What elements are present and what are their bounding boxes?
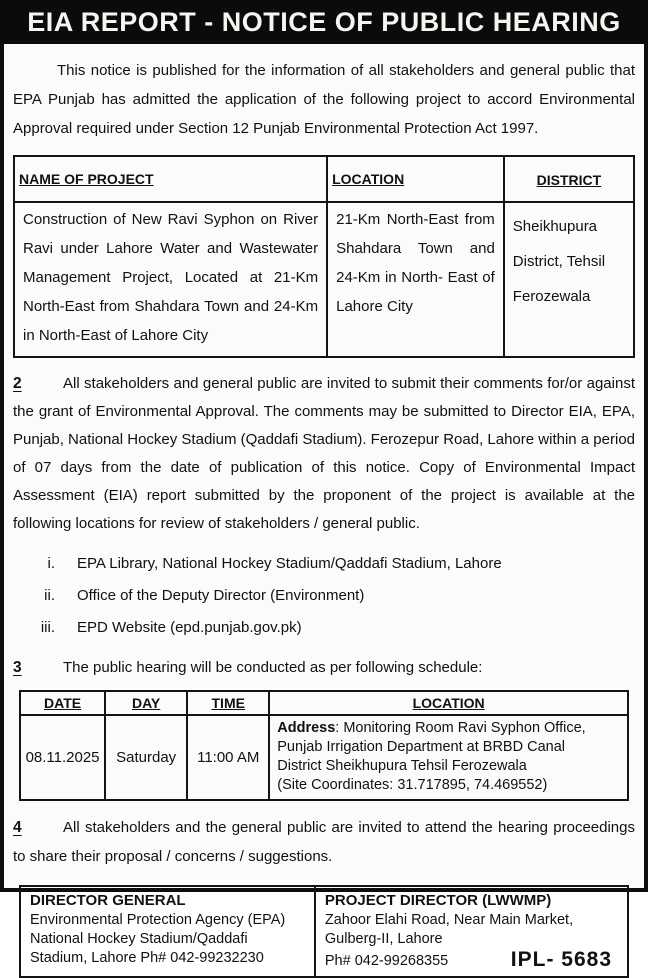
section-3-number-text: 3	[13, 659, 22, 676]
project-name-cell: Construction of New Ravi Syphon on River Ravi under Lahore Water and Wastewater Management Project, Located at 21-Km North-East from Shahdara Town and 24-Km in North-East of Lahore City	[14, 202, 327, 357]
section-3-text: The public hearing will be conducted as per following schedule:	[63, 659, 483, 676]
project-director-title: PROJECT DIRECTOR (LWWMP)	[324, 892, 552, 909]
list-item-text: EPD Website (epd.punjab.gov.pk)	[77, 619, 302, 636]
project-table-header-row	[14, 156, 634, 202]
director-general-details: Environmental Protection Agency (EPA) National Hockey Stadium/Qaddafi Stadium, Lahore Ph# 042-99232230	[30, 912, 286, 966]
schedule-header-time: TIME	[187, 691, 269, 715]
list-item-marker: iii.	[40, 619, 55, 636]
ipl-number: IPL- 5683	[510, 948, 612, 971]
project-director-cell	[315, 886, 628, 977]
project-table-header-location: LOCATION	[327, 156, 504, 202]
project-location-cell: 21-Km North-East from Shahdara Town and 24-Km in North- East of Lahore City	[327, 202, 504, 357]
section-4-text: All stakeholders and the general public are invited to attend the hearing proceedings to share their proposal / concerns / suggestions.	[13, 819, 635, 865]
schedule-header-day: DAY	[105, 691, 187, 715]
project-district-cell: Sheikhupura District, Tehsil Ferozewala	[504, 202, 634, 357]
address-text: : Monitoring Room Ravi Syphon Office, Punjab Irrigation Department at BRBD Canal	[277, 720, 586, 755]
schedule-date-cell: 08.11.2025	[20, 715, 105, 800]
project-table	[13, 155, 635, 358]
list-item-marker: ii.	[44, 587, 55, 604]
section-2-number	[13, 370, 63, 398]
director-general-title: DIRECTOR GENERAL	[30, 892, 186, 909]
schedule-time-cell: 11:00 AM	[187, 715, 269, 800]
list-item	[13, 612, 635, 644]
list-item-text: EPA Library, National Hockey Stadium/Qaddafi Stadium, Lahore	[77, 555, 502, 572]
table-row	[20, 715, 628, 800]
address-label: Address	[277, 720, 336, 736]
schedule-district-line: District Sheikhupura Tehsil Ferozewala	[277, 758, 527, 774]
notice-body	[0, 44, 648, 971]
signatories-table	[19, 885, 629, 978]
section-2-paragraph	[13, 370, 635, 538]
section-2-number-text: 2	[13, 375, 22, 392]
schedule-location-cell	[269, 715, 628, 800]
schedule-header-date: DATE	[20, 691, 105, 715]
schedule-day-cell: Saturday	[105, 715, 187, 800]
schedule-table-header-row	[20, 691, 628, 715]
intro-paragraph: This notice is published for the information of all stakeholders and general public that EPA Punjab has admitted the application of the following project to accord Environmental Approval required under Section 12 Punjab Environmental Protection Act 1997.	[13, 62, 635, 137]
section-4-paragraph	[13, 813, 635, 871]
schedule-coordinates-line: (Site Coordinates: 31.717895, 74.469552)	[277, 777, 548, 793]
director-general-cell	[20, 886, 315, 977]
page-title: EIA REPORT - NOTICE OF PUBLIC HEARING	[27, 6, 621, 37]
section-3-number	[13, 654, 63, 682]
table-row	[20, 886, 628, 977]
section-2-text: All stakeholders and general public are invited to submit their comments for/or against the grant of Environmental Approval. The comments may be submitted to Director EIA, EPA, Punjab, National Hockey Stadium (Qaddafi Stadium). Ferozepur Road, Lahore within a period of 07 days from the date of publication of this notice. Copy of Environmental Impact Assessment (EIA) report submitted by the proponent of the project is available at the following locations for review of stakeholders / general public.	[13, 375, 636, 532]
section-4-number	[13, 813, 63, 842]
section-3-paragraph	[13, 654, 635, 682]
list-item-text: Office of the Deputy Director (Environment)	[77, 587, 365, 604]
section-4-number-text: 4	[13, 819, 22, 836]
project-table-header-name: NAME OF PROJECT	[14, 156, 327, 202]
list-item-marker: i.	[47, 555, 55, 572]
schedule-header-location: LOCATION	[269, 691, 628, 715]
list-item	[13, 548, 635, 580]
project-director-phone-row	[325, 949, 618, 971]
project-table-header-district: DISTRICT	[504, 156, 634, 202]
schedule-address-line	[277, 719, 620, 757]
list-item	[13, 580, 635, 612]
project-director-address: Zahoor Elahi Road, Near Main Market, Gulberg-II, Lahore	[324, 912, 574, 947]
project-director-phone: Ph# 042-99268355	[324, 953, 449, 969]
title-bar	[0, 0, 648, 44]
table-row	[14, 202, 634, 357]
hearing-schedule-table	[19, 690, 629, 801]
review-locations-list	[13, 548, 635, 644]
